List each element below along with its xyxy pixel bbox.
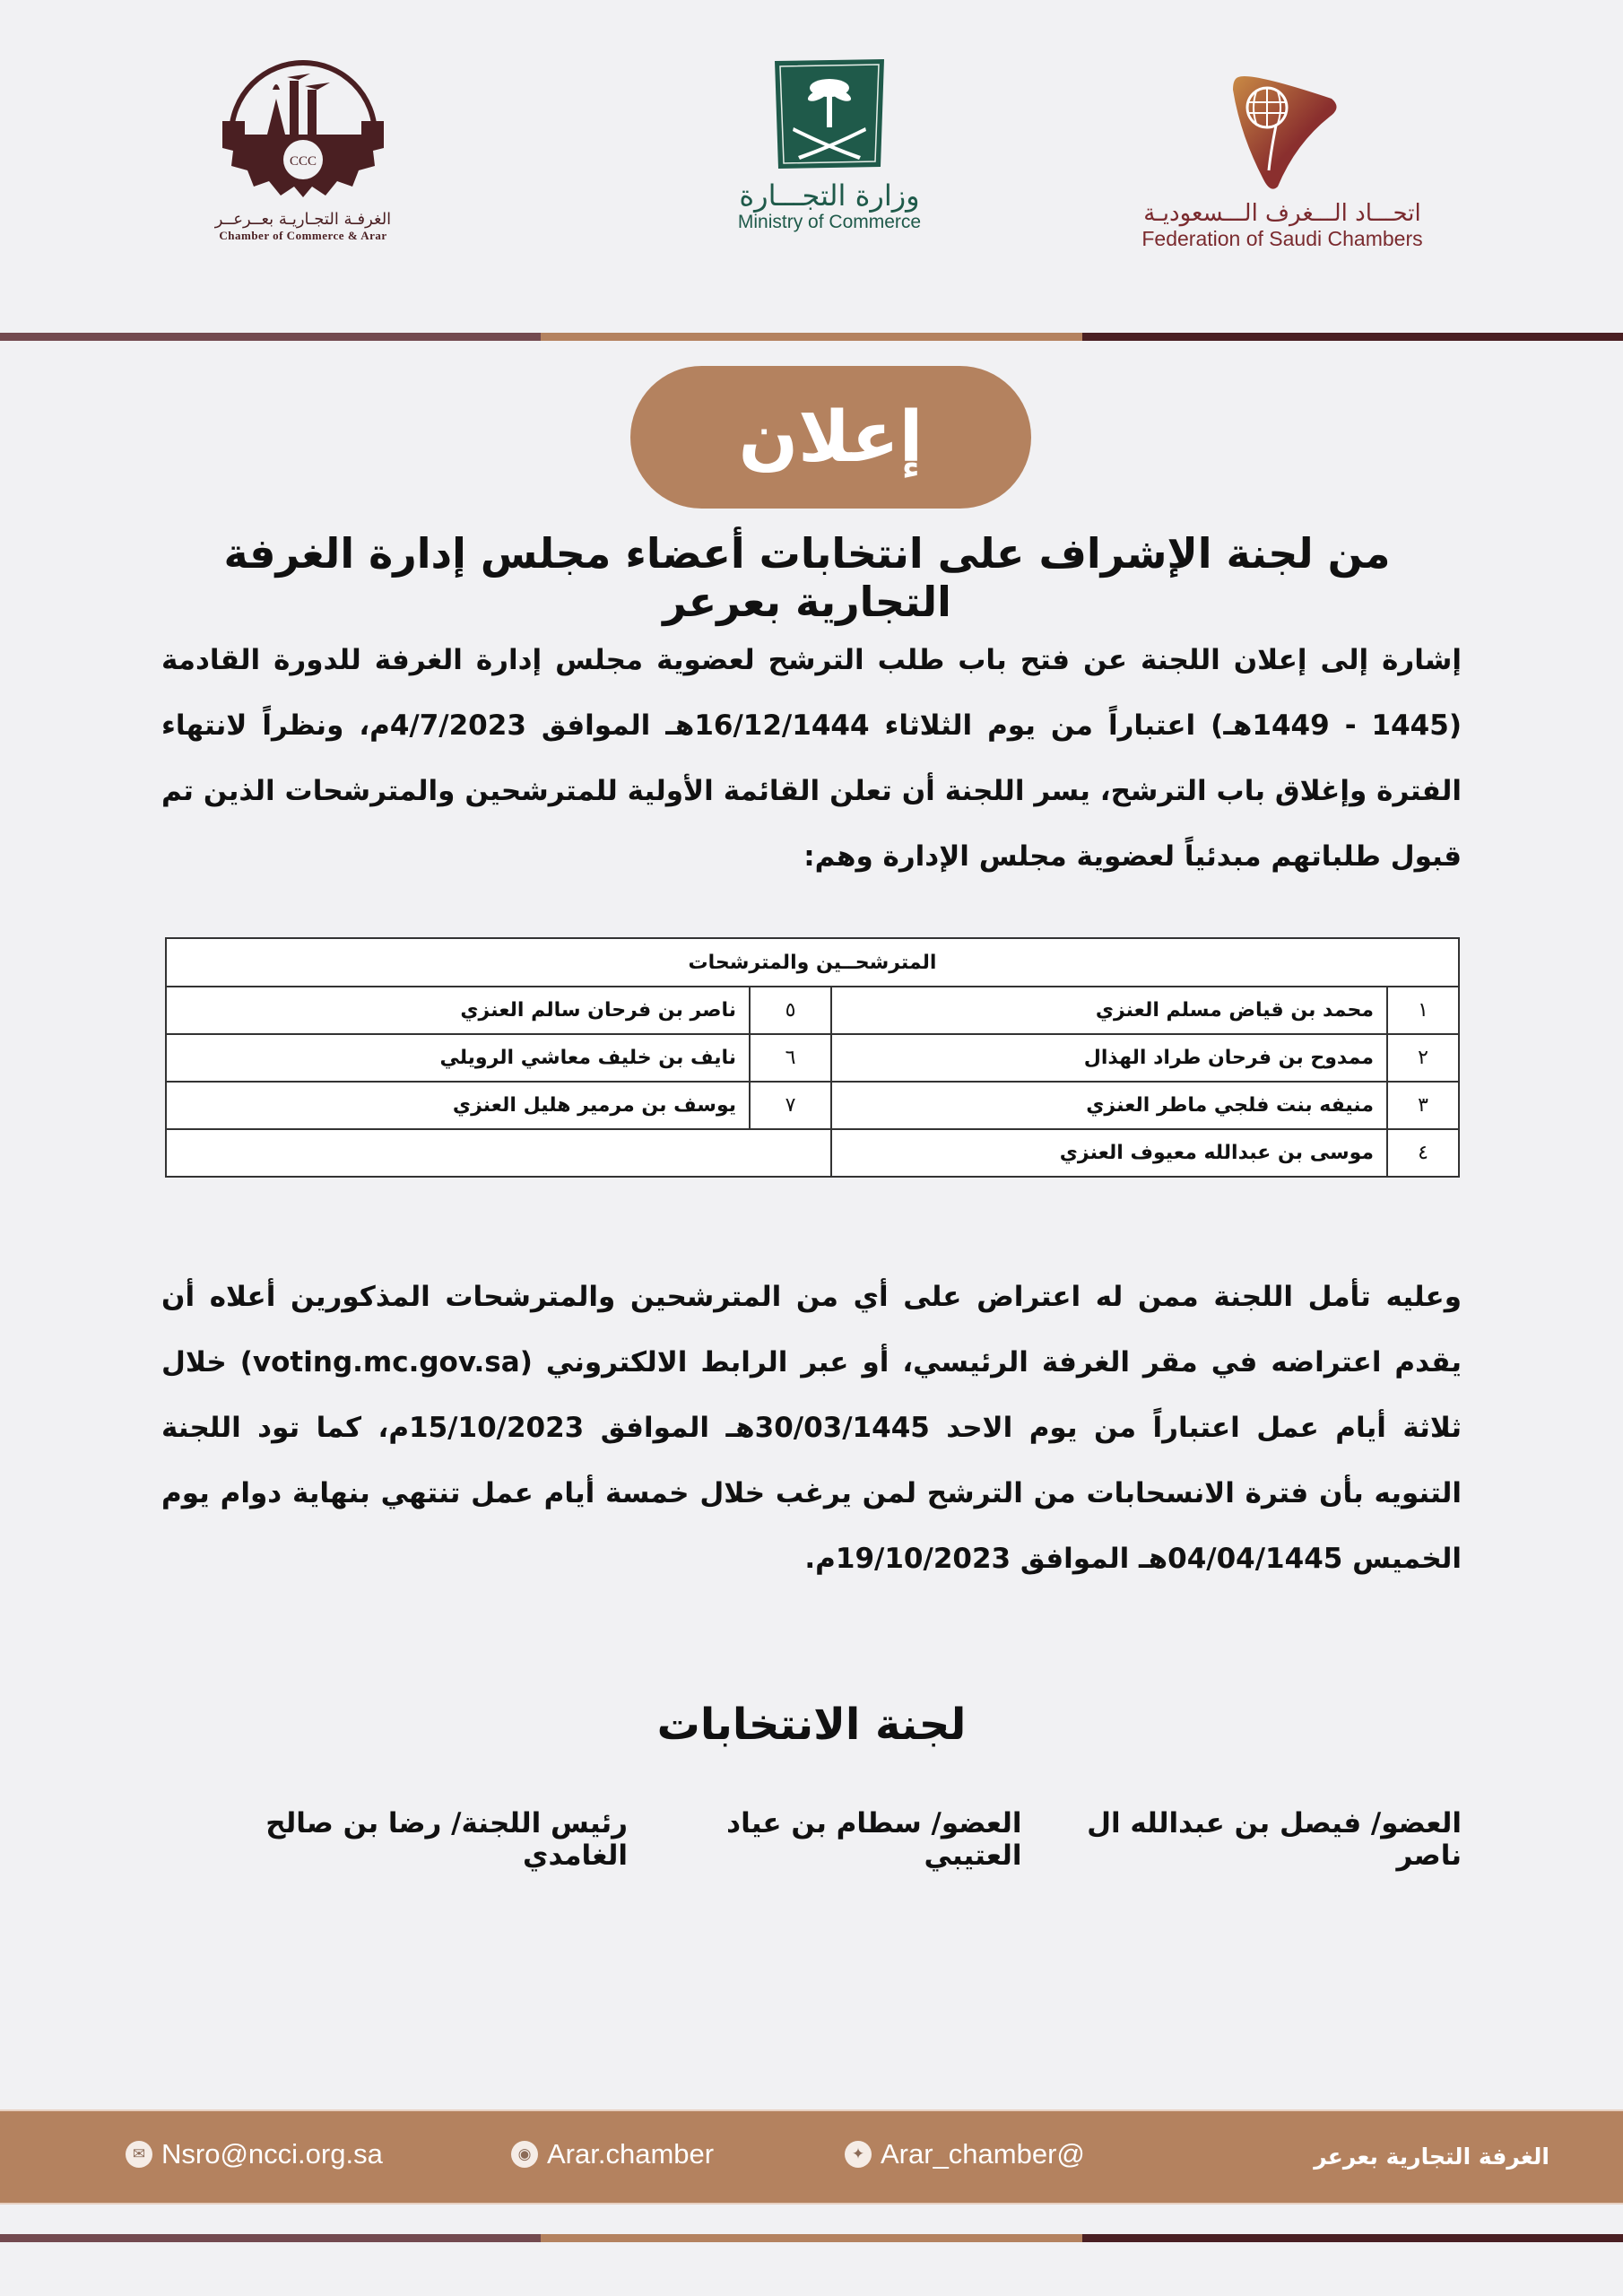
- table-header-row: [166, 938, 1459, 987]
- announcement-subtitle: من لجنة الإشراف على انتخابات أعضاء مجلس إدارة الغرفة التجارية بعرعر: [223, 529, 1391, 626]
- email-text: Nsro@ncci.org.sa: [161, 2138, 383, 2170]
- footer-twitter[interactable]: [845, 2138, 1085, 2170]
- chamber-caption-en: Chamber of Commerce & Arar: [219, 229, 387, 242]
- mail-icon: ✉: [126, 2141, 152, 2168]
- globe-triangle-emblem-icon: [1224, 72, 1341, 193]
- candidate-number: ٦: [750, 1034, 831, 1082]
- announcement-badge: إعلان: [630, 366, 1031, 509]
- table-row: [166, 1082, 1459, 1129]
- chamber-caption-ar: الغرفـة التجـاريـة بعــرعــر: [214, 210, 392, 229]
- committee-signatures: [161, 1807, 1462, 1872]
- table-row: [166, 1129, 1459, 1177]
- signature-chairman: رئيس اللجنة/ رضا بن صالح الغامدي: [265, 1807, 628, 1872]
- top-divider-stripe: [0, 333, 1623, 341]
- ministry-caption-ar: وزارة التجـــارة: [739, 178, 920, 213]
- candidate-name: موسى بن عبدالله معيوف العنزي: [831, 1129, 1387, 1177]
- footer-band: [0, 2109, 1623, 2205]
- candidate-name: منيفه بنت فلجي ماطر العنزي: [831, 1082, 1387, 1129]
- footer-email[interactable]: [126, 2138, 383, 2170]
- federation-caption-en: Federation of Saudi Chambers: [1141, 227, 1423, 250]
- candidate-name: ناصر بن فرحان سالم العنزي: [166, 987, 750, 1034]
- federation-caption-ar: اتحـــاد الـــغرف الـــسعوديـة: [1143, 200, 1421, 227]
- table-row: [166, 987, 1459, 1034]
- intro-paragraph: إشارة إلى إعلان اللجنة عن فتح باب طلب الترشح لعضوية مجلس إدارة الغرفة للدورة القادمة (1445 - 1449هـ) اعتباراً من يوم الثلاثاء 16/12/1444هـ الموافق 4/7/2023م، ونظراً لانتهاء الفترة وإغلاق باب الترشح، يسر اللجنة أن تعلن القائمة الأولية للمترشحين والمترشحات الذين تم قبول طلباتهم مبدئياً لعضوية مجلس الإدارة وهم:: [161, 644, 1462, 873]
- candidate-number: ٥: [750, 987, 831, 1034]
- table-row: [166, 1034, 1459, 1082]
- ministry-caption-en: Ministry of Commerce: [737, 212, 922, 232]
- chamber-gear-emblem-icon: [204, 36, 402, 206]
- empty-cell: [166, 1129, 831, 1177]
- signature-member-2: العضو/ سطام بن عياد العتيبي: [726, 1807, 1022, 1872]
- bottom-divider-stripe: [0, 2234, 1623, 2242]
- candidates-table: [165, 937, 1460, 1178]
- candidate-number: ٣: [1387, 1082, 1459, 1129]
- footer-brand: الغرفة التجارية بعرعر: [1314, 2144, 1549, 2170]
- candidate-name: ممدوح بن فرحان طراد الهذال: [831, 1034, 1387, 1082]
- ministry-logo: [708, 56, 950, 280]
- candidate-number: ٢: [1387, 1034, 1459, 1082]
- footer-snapchat[interactable]: [511, 2138, 714, 2170]
- palm-swords-emblem-icon: [771, 56, 888, 172]
- candidate-name: نايف بن خليف معاشي الرويلي: [166, 1034, 750, 1082]
- candidate-number: ١: [1387, 987, 1459, 1034]
- snapchat-icon: ◉: [511, 2141, 538, 2168]
- svg-text:CCC: CCC: [289, 154, 317, 169]
- committee-title: لجنة الانتخابات: [656, 1700, 967, 1750]
- objection-paragraph: وعليه تأمل اللجنة ممن له اعتراض على أي من المترشحين والمترشحات المذكورين أعلاه أن يقدم اعتراضه في مقر الغرفة الرئيسي، أو عبر الرابط الالكتروني (voting.mc.gov.sa) خلال ثلاثة أيام عمل اعتباراً من يوم الاحد 30/03/1445هـ الموافق 15/10/2023م، كما تود اللجنة التنويه بأن فترة الانسحابات من الترشح لمن يرغب خلال خمسة أيام عمل تنتهي بنهاية دوام يوم الخميس 04/04/1445هـ الموافق 19/10/2023م.: [161, 1281, 1462, 1575]
- table-header: المترشحــين والمترشحات: [166, 938, 1459, 987]
- federation-logo: [1121, 72, 1444, 278]
- chamber-logo: [195, 36, 411, 278]
- snapchat-text: Arar.chamber: [547, 2138, 715, 2170]
- candidate-name: يوسف بن مرمير هليل العنزي: [166, 1082, 750, 1129]
- twitter-icon: ✦: [845, 2141, 872, 2168]
- signature-member-1: العضو/ فيصل بن عبدالله ال ناصر: [1087, 1807, 1462, 1872]
- candidate-number: ٤: [1387, 1129, 1459, 1177]
- candidate-number: ٧: [750, 1082, 831, 1129]
- twitter-text: Arar_chamber@: [881, 2138, 1085, 2170]
- candidate-name: محمد بن قياض مسلم العنزي: [831, 987, 1387, 1034]
